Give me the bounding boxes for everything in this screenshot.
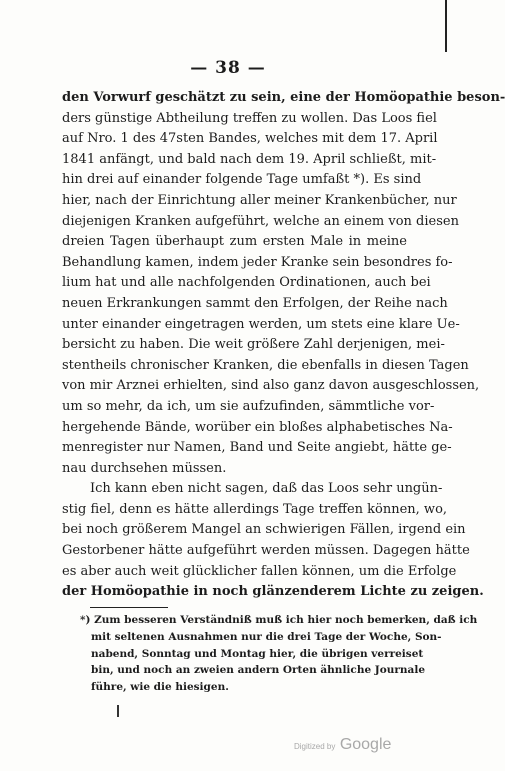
text-line: von mir Arznei erhielten, sind also ganz davon ausgeschlossen, bbox=[62, 378, 480, 394]
text-line: lium hat und alle nachfolgenden Ordinationen, auch bei bbox=[62, 275, 431, 291]
footnote-line: bin, und noch an zweien andern Orten ähnliche Journale bbox=[91, 664, 426, 677]
text-line: stentheils chronischer Kranken, die ebenfalls in diesen Tagen bbox=[62, 357, 469, 373]
text-line: 1841 anfängt, und bald nach dem 19. April schließt, mit- bbox=[62, 151, 437, 167]
text-line: hergehende Bände, worüber ein bloßes alphabetisches Na- bbox=[62, 419, 453, 435]
footnote-line: *) Zum besseren Verständniß muß ich hier noch bemerken, daß ich bbox=[80, 614, 478, 626]
footnote-rule bbox=[90, 607, 168, 608]
footnote-line: nabend, Sonntag und Montag hier, die übrigen verreiset bbox=[91, 647, 424, 660]
text-line: nau durchsehen müssen. bbox=[62, 460, 227, 476]
text-line: stig fiel, denn es hätte allerdings Tage treffen können, wo, bbox=[62, 501, 448, 517]
text-line: Gestorbener hätte aufgeführt werden müssen. Dagegen hätte bbox=[62, 543, 470, 559]
watermark-logo-text: Google bbox=[339, 736, 392, 753]
body-text bbox=[62, 88, 505, 603]
text-line: um so mehr, da ich, um sie aufzufinden, sämmtliche vor- bbox=[62, 398, 435, 414]
text-line: der Homöopathie in noch glänzenderem Lichte zu zeigen. bbox=[62, 584, 484, 600]
text-line: es aber auch weit glücklicher fallen können, um die Erfolge bbox=[62, 563, 457, 579]
watermark-small-text: Digitized by bbox=[294, 742, 336, 751]
text-line: bei noch größerem Mangel an schwierigen Fällen, irgend ein bbox=[62, 522, 466, 538]
text-line: Behandlung kamen, indem jeder Kranke sein besondres fo- bbox=[62, 254, 453, 270]
footnote-line: mit seltenen Ausnahmen nur die drei Tage der Woche, Son- bbox=[91, 630, 442, 643]
stray-ink-mark bbox=[117, 705, 119, 717]
text-line: auf Nro. 1 des 47sten Bandes, welches mit dem 17. April bbox=[62, 131, 438, 147]
page-number: — 38 — bbox=[190, 58, 266, 78]
digitization-watermark bbox=[294, 736, 391, 754]
text-line: ders günstige Abtheilung treffen zu wollen. Das Loos fiel bbox=[62, 110, 437, 126]
text-line: diejenigen Kranken aufgeführt, welche an einem von diesen bbox=[62, 213, 459, 229]
text-line: neuen Erkrankungen sammt den Erfolgen, der Reihe nach bbox=[62, 295, 448, 311]
text-line: den Vorwurf geschätzt zu sein, eine der Homöopathie beson- bbox=[62, 90, 505, 105]
text-line: Ich kann eben nicht sagen, daß das Loos sehr ungün- bbox=[90, 481, 443, 497]
text-line: hier, nach der Einrichtung aller meiner Krankenbücher, nur bbox=[62, 192, 457, 208]
text-line: hin drei auf einander folgende Tage umfaßt *). Es sind bbox=[62, 172, 422, 188]
text-line: unter einander eingetragen werden, um stets eine klare Ue- bbox=[62, 316, 460, 332]
footnote-line: führe, wie die hiesigen. bbox=[91, 681, 229, 694]
text-line: bersicht zu haben. Die weit größere Zahl derjenigen, mei- bbox=[62, 337, 445, 353]
footnote bbox=[80, 612, 478, 696]
text-line: menregister nur Namen, Band und Seite angiebt, hätte ge- bbox=[62, 440, 452, 456]
text-line: dreien Tagen überhaupt zum ersten Male in meine bbox=[62, 234, 407, 250]
page-edge-line bbox=[445, 0, 447, 52]
